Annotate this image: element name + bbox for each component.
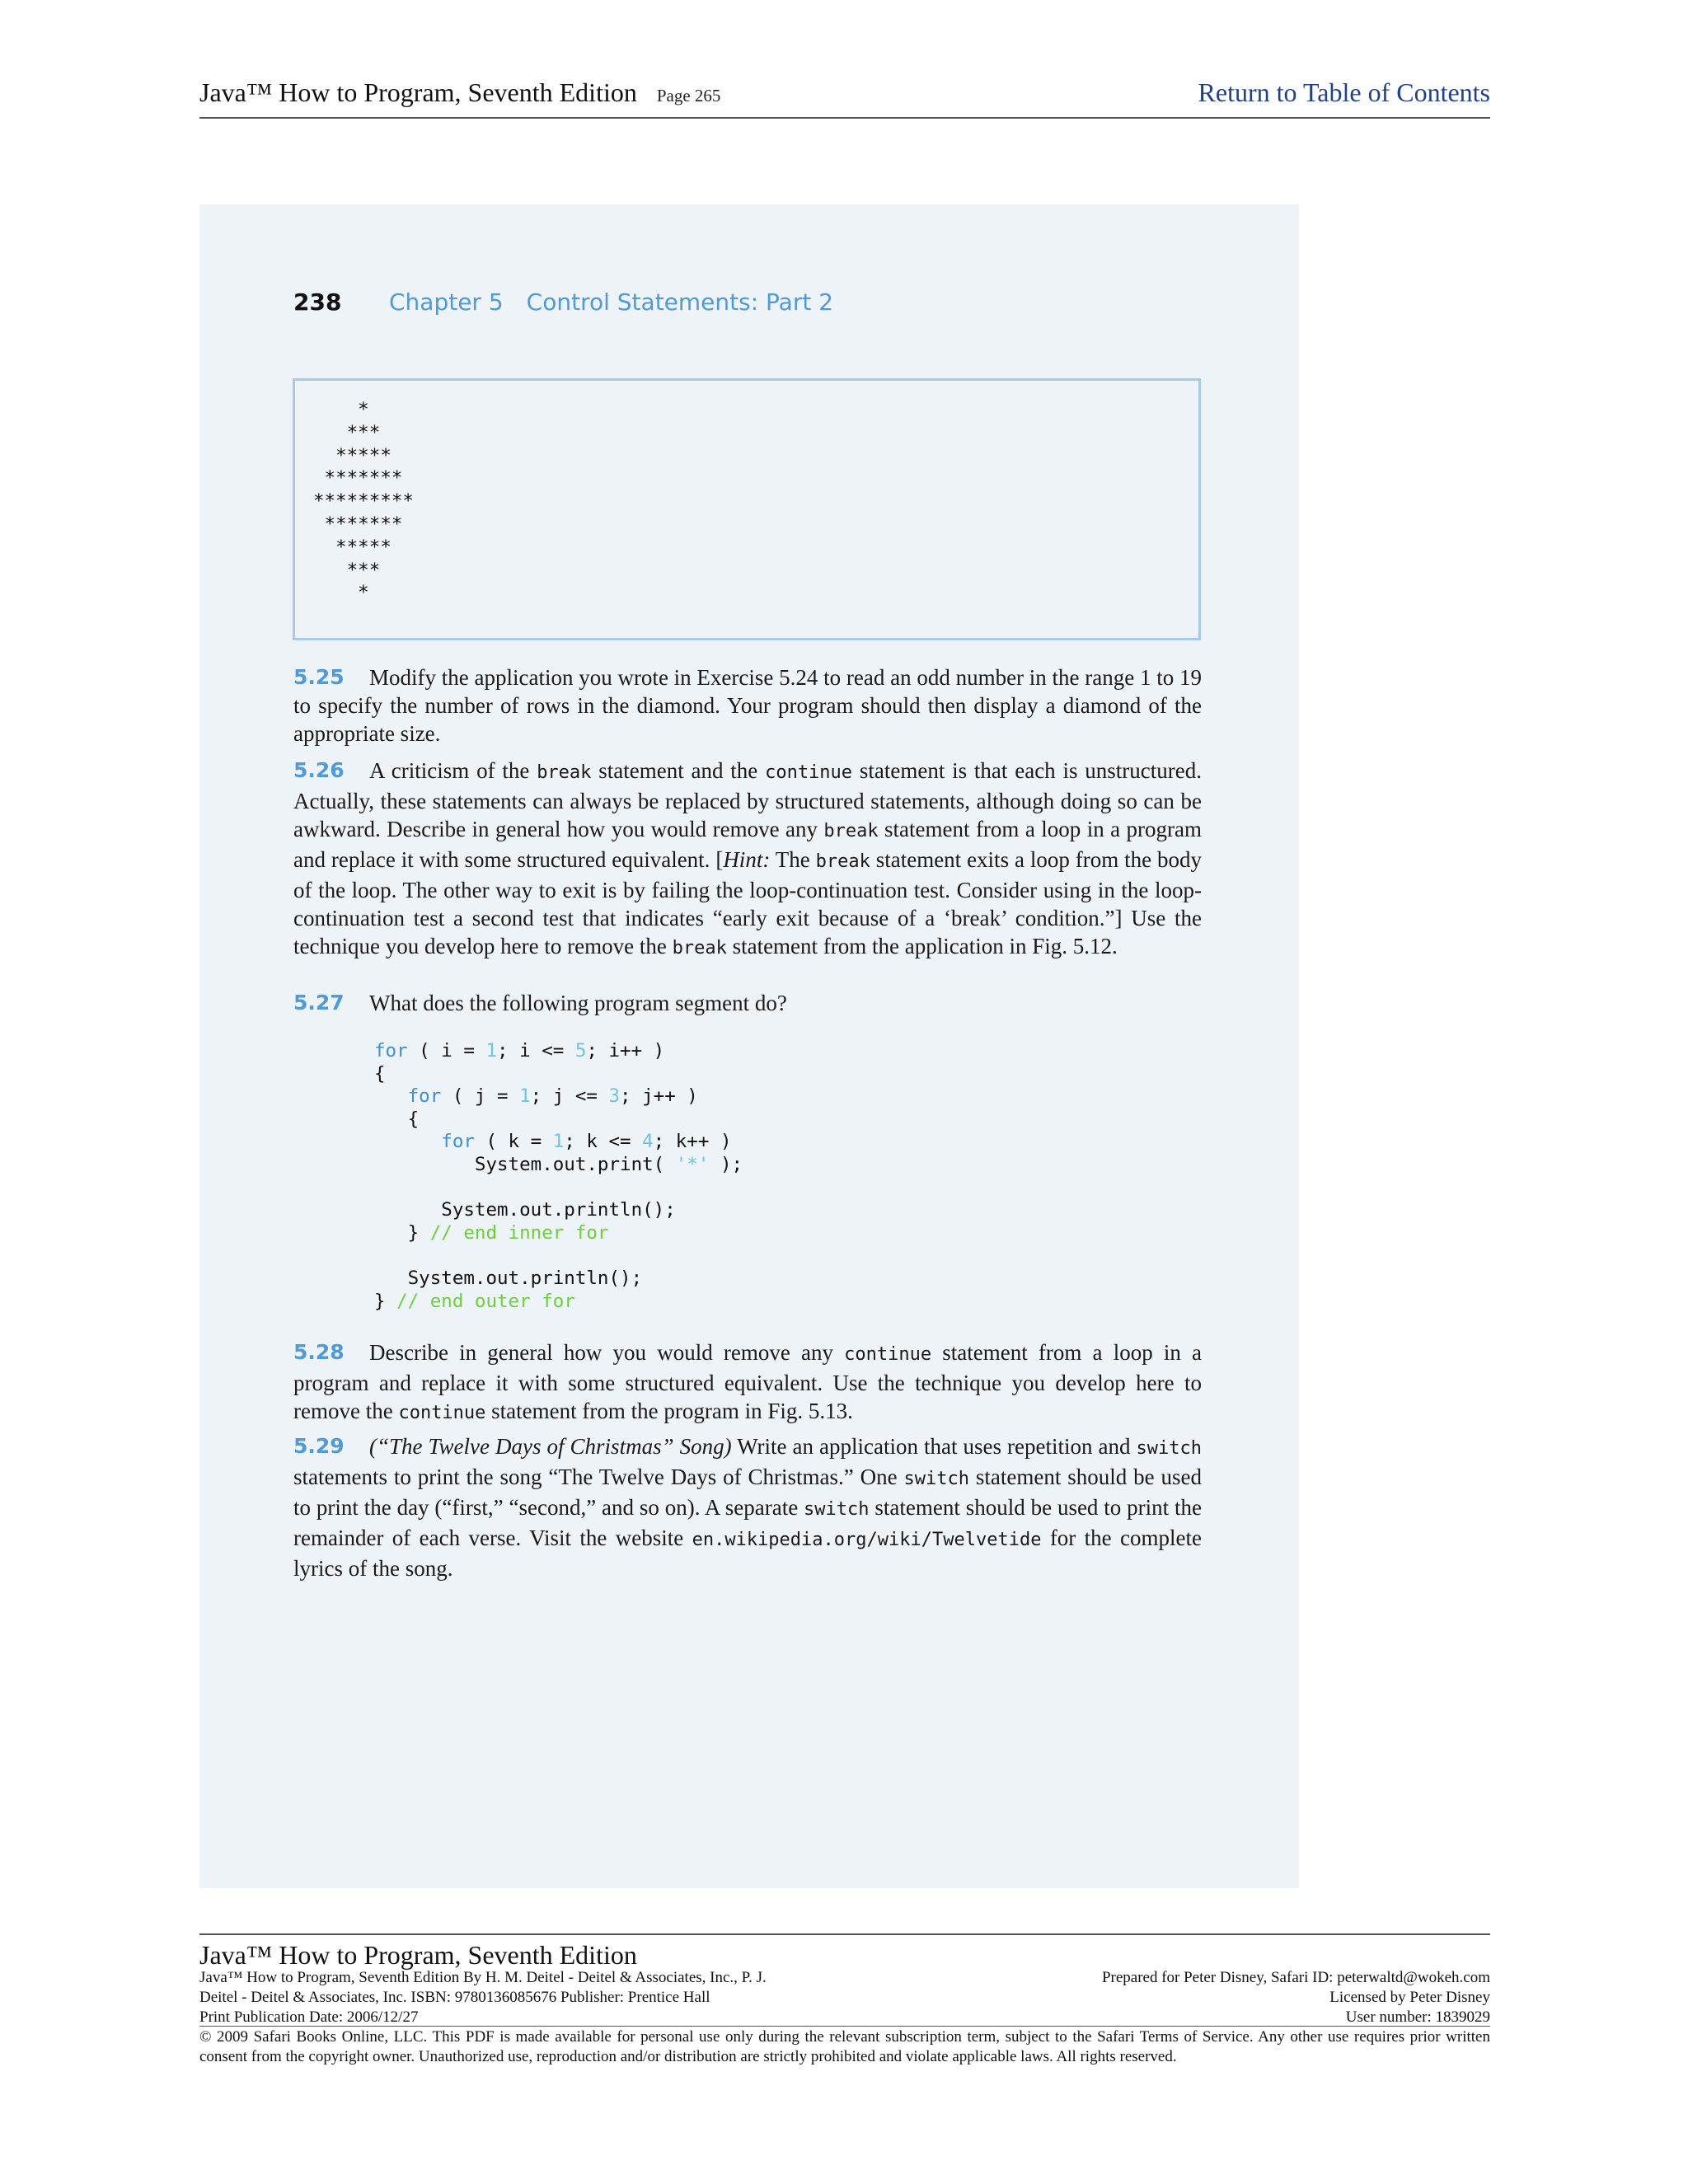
footer-copyright: © 2009 Safari Books Online, LLC. This PDF is made available for personal use only during the relevant subscription term, subject to the Safari Terms of Service. Any other use requires prior written consent from the copyright owner. Unauthorized use, reproduction and/or distribution are strictly prohibited and violate applicable laws. All rights reserved. — [199, 2028, 1490, 2065]
code-term: switch — [1136, 1438, 1202, 1459]
header-title — [199, 77, 720, 108]
exercise-number: 5.29 — [293, 1434, 345, 1458]
diamond-output-box — [293, 378, 1201, 640]
exercise-number: 5.25 — [293, 665, 345, 689]
code-term: break — [672, 938, 727, 958]
exercise-text: (“The Twelve Days of Christmas” Song) Write an application that uses repetition and switch statements to print the song “The Twelve Days of Christmas.” One switch statement should be used to print the day (“first,” “second,” and so on). A separate switch statement should be used to print the remainder of each verse. Visit the website en.wikipedia.org/wiki/Twelvetide for the complete lyrics of the song. — [293, 1434, 1203, 1581]
footer-title: Java™ How to Program, Seventh Edition — [199, 1940, 637, 1970]
footer-prepared-for: Prepared for Peter Disney, Safari ID: peterwaltd@wokeh.com — [1101, 1969, 1490, 1986]
exercise-number: 5.27 — [293, 991, 345, 1015]
hint-label: Hint: — [723, 847, 771, 872]
exercise-number: 5.26 — [293, 758, 345, 782]
exercise-text: Describe in general how you would remove any continue statement from a loop in a program and replace it with some structured equivalent. Use the technique you develop here to remove the continue statement from the program in Fig. 5.13. — [293, 1340, 1202, 1423]
code-term: break — [823, 821, 879, 841]
page-footer — [199, 1933, 1490, 2065]
header-title-text: Java™ How to Program, Seventh Edition — [199, 77, 637, 107]
chapter-heading — [389, 288, 833, 316]
footer-pub-date: Print Publication Date: 2006/12/27 — [199, 2008, 419, 2026]
exercise-5-26 — [293, 757, 1202, 963]
page-number: 238 — [293, 288, 342, 316]
exercise-5-25 — [293, 663, 1202, 748]
exercise-5-27 — [293, 989, 1202, 1017]
footer-isbn: Deitel - Deitel & Associates, Inc. ISBN: 9780136085676 Publisher: Prentice Hall — [199, 1989, 710, 2006]
footer-divider — [199, 2026, 1490, 2027]
code-term: break — [815, 851, 870, 872]
code-term: continue — [844, 1344, 932, 1365]
diamond-output: * *** ***** ******* ********* ******* ***** *** * — [313, 399, 414, 604]
section-title: Control Statements: Part 2 — [526, 288, 834, 316]
code-term: break — [537, 762, 592, 783]
chapter-label: Chapter 5 — [389, 288, 504, 316]
exercise-title: (“The Twelve Days of Christmas” Song) — [369, 1434, 732, 1459]
footer-user-number: User number: 1839029 — [1345, 2008, 1490, 2026]
exercise-text: What does the following program segment do? — [369, 991, 787, 1015]
exercise-text: Modify the application you wrote in Exercise 5.24 to read an odd number in the range 1 to 19 to specify the number of rows in the diamond. Your program should then display a diamond of the appropriate size. — [293, 665, 1202, 746]
code-term: switch — [804, 1499, 870, 1520]
exercise-number: 5.28 — [293, 1340, 345, 1364]
footer-licensed-by: Licensed by Peter Disney — [1329, 1989, 1490, 2006]
website-url: en.wikipedia.org/wiki/Twelvetide — [692, 1530, 1042, 1550]
book-page — [199, 204, 1299, 1888]
exercise-text: A criticism of the break statement and the continue statement is that each is unstructured. Actually, these statements can always be replaced by structured statements, although doing so can be awkward. Describe in general how you would remove any break statement from a loop in a program and replace it with some structured equivalent. [Hint: The break statement exits a loop from the body of the loop. The other way to exit is by failing the loop-continuation test. Consider using in the loop-continuation test a second test that indicates “early exit because of a ‘break’ condition.”] Use the technique you develop here to remove the break statement from the application in Fig. 5.12. — [293, 758, 1202, 958]
code-segment: for ( i = 1; i <= 5; i++ ) { for ( j = 1; j <= 3; j++ ) { for ( k = 1; k <= 4; k++ ) System.out.print( '*' ); System.out.println(); } // end inner for System.out.println(); } // end outer for — [374, 1040, 743, 1312]
code-term: continue — [765, 762, 853, 783]
exercise-5-28 — [293, 1338, 1202, 1427]
page-header — [199, 76, 1490, 119]
header-page-number: Page 265 — [656, 86, 721, 105]
exercise-5-29 — [293, 1432, 1202, 1582]
footer-book-info: Java™ How to Program, Seventh Edition By H. M. Deitel - Deitel & Associates, Inc., P. J. — [199, 1969, 767, 1986]
toc-link[interactable]: Return to Table of Contents — [1198, 77, 1490, 107]
code-term: continue — [398, 1403, 486, 1423]
code-term: switch — [903, 1469, 969, 1489]
